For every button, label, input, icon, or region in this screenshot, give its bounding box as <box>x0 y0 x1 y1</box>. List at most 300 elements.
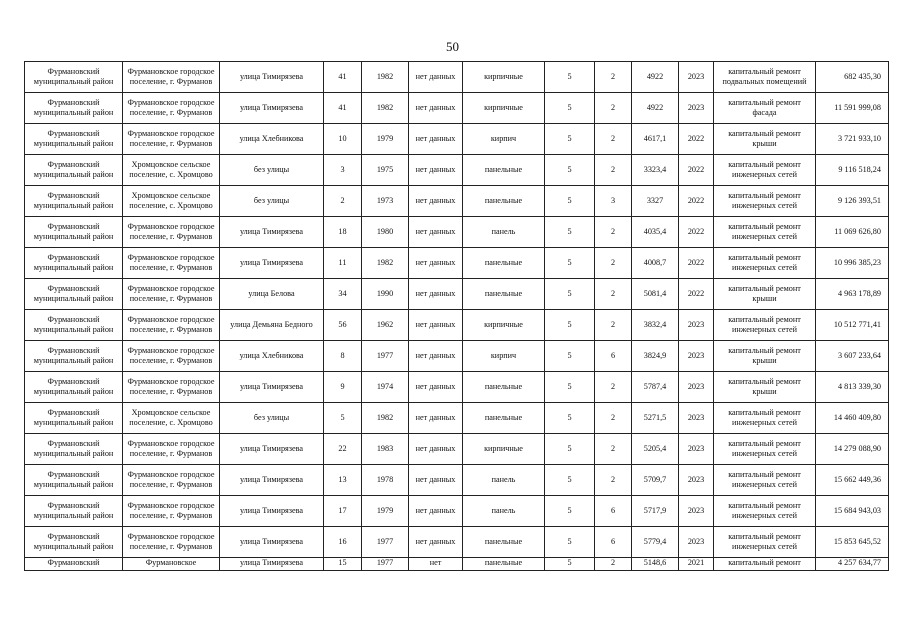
cell-work-type-text: капитальный ремонт инженерных сетей <box>728 160 801 179</box>
cell-cost-text: 15 662 449,36 <box>833 475 881 485</box>
cell-build-year-text: 1978 <box>376 475 394 485</box>
cell-settlement-text: Фурмановское городское поселение, г. Фурманов <box>127 67 215 86</box>
cell-series-text: нет данных <box>415 103 456 113</box>
cell-build-year-text: 1990 <box>376 289 394 299</box>
cell-entrances-text: 6 <box>610 506 616 516</box>
cell-build-year <box>362 527 409 558</box>
cell-settlement <box>123 527 220 558</box>
cell-district-text: Фурмановский муниципальный район <box>33 377 114 396</box>
cell-settlement-text: Фурмановское городское поселение, г. Фурманов <box>127 470 215 489</box>
cell-settlement-text: Фурмановское городское поселение, г. Фурманов <box>127 284 215 303</box>
cell-cost-text: 9 116 518,24 <box>838 165 881 175</box>
cell-wall-material-text: панельные <box>484 196 523 206</box>
cell-build-year <box>362 496 409 527</box>
cell-settlement <box>123 279 220 310</box>
cell-settlement <box>123 124 220 155</box>
cell-area <box>632 465 679 496</box>
cell-floors <box>545 496 595 527</box>
cell-wall-material <box>463 465 545 496</box>
cell-area <box>632 496 679 527</box>
cell-floors-text: 5 <box>567 103 572 113</box>
cell-house-number <box>324 434 362 465</box>
cell-street <box>220 341 324 372</box>
cell-street <box>220 403 324 434</box>
cell-entrances <box>595 186 632 217</box>
cell-settlement-text: Фурмановское городское поселение, г. Фурманов <box>127 532 215 551</box>
cell-work-type-text: капитальный ремонт инженерных сетей <box>728 253 801 272</box>
cell-work-type-text: капитальный ремонт инженерных сетей <box>728 222 801 241</box>
cell-settlement <box>123 465 220 496</box>
cell-series <box>409 434 463 465</box>
cell-cost <box>816 248 889 279</box>
cell-area <box>632 527 679 558</box>
cell-area-text: 5717,9 <box>643 506 667 516</box>
cell-work-type <box>714 403 816 434</box>
table-row <box>25 62 889 93</box>
cell-floors-text: 5 <box>567 444 572 454</box>
cell-entrances <box>595 217 632 248</box>
cell-street-text: улица Хлебникова <box>239 134 304 144</box>
cell-cost-text: 15 684 943,03 <box>833 506 881 516</box>
cell-area-text: 3323,4 <box>643 165 667 175</box>
cell-settlement-text: Фурмановское <box>145 558 197 567</box>
cell-build-year <box>362 93 409 124</box>
cell-district <box>25 155 123 186</box>
cell-street <box>220 465 324 496</box>
cell-street <box>220 434 324 465</box>
cell-floors <box>545 124 595 155</box>
cell-plan-year-text: 2022 <box>687 258 705 268</box>
cell-floors <box>545 465 595 496</box>
cell-area-text: 5205,4 <box>643 444 667 454</box>
cell-settlement <box>123 217 220 248</box>
table-row <box>25 279 889 310</box>
cell-work-type <box>714 434 816 465</box>
cell-work-type-text: капитальный ремонт инженерных сетей <box>728 408 801 427</box>
cell-series-text: нет данных <box>415 475 456 485</box>
cell-build-year-text: 1979 <box>376 506 394 516</box>
cell-entrances-text: 2 <box>610 413 616 423</box>
cell-wall-material-text: панельные <box>484 537 523 547</box>
cell-floors <box>545 558 595 571</box>
cell-cost-text: 11 069 626,80 <box>834 227 881 237</box>
cell-work-type <box>714 93 816 124</box>
cell-area-text: 5081,4 <box>643 289 667 299</box>
cell-wall-material-text: панельные <box>484 165 523 175</box>
cell-plan-year <box>679 341 714 372</box>
cell-cost-text: 9 126 393,51 <box>838 196 881 206</box>
cell-house-number-text: 8 <box>340 351 345 361</box>
cell-work-type <box>714 465 816 496</box>
cell-cost <box>816 279 889 310</box>
cell-wall-material-text: кирпичные <box>484 72 523 82</box>
cell-house-number <box>324 527 362 558</box>
cell-area-text: 5787,4 <box>643 382 667 392</box>
cell-cost <box>816 558 889 571</box>
cell-floors <box>545 372 595 403</box>
cell-build-year <box>362 279 409 310</box>
cell-plan-year <box>679 248 714 279</box>
cell-series-text: нет <box>429 558 442 567</box>
cell-plan-year <box>679 217 714 248</box>
cell-wall-material-text: панель <box>491 475 516 485</box>
cell-series-text: нет данных <box>415 165 456 175</box>
cell-settlement <box>123 403 220 434</box>
cell-work-type-text: капитальный ремонт крыши <box>728 129 801 148</box>
cell-street-text: улица Тимирязева <box>239 537 304 547</box>
cell-settlement <box>123 558 220 571</box>
cell-plan-year <box>679 496 714 527</box>
cell-wall-material <box>463 527 545 558</box>
cell-settlement <box>123 341 220 372</box>
cell-area-text: 4922 <box>646 72 664 82</box>
cell-district-text: Фурмановский муниципальный район <box>33 160 114 179</box>
cell-area-text: 4617,1 <box>643 134 667 144</box>
cell-floors <box>545 434 595 465</box>
cell-wall-material <box>463 403 545 434</box>
cell-plan-year <box>679 527 714 558</box>
table-row <box>25 465 889 496</box>
table-row <box>25 217 889 248</box>
cell-build-year <box>362 155 409 186</box>
cell-floors-text: 5 <box>567 320 572 330</box>
cell-house-number-text: 22 <box>338 444 347 454</box>
cell-series <box>409 465 463 496</box>
cell-floors <box>545 403 595 434</box>
cell-house-number-text: 10 <box>338 134 347 144</box>
cell-series <box>409 155 463 186</box>
cell-district-text: Фурмановский муниципальный район <box>33 532 114 551</box>
cell-district <box>25 248 123 279</box>
cell-work-type <box>714 527 816 558</box>
cell-floors <box>545 217 595 248</box>
cell-wall-material-text: панель <box>491 506 516 516</box>
cell-street-text: улица Тимирязева <box>239 72 304 82</box>
cell-work-type <box>714 217 816 248</box>
cell-house-number-text: 11 <box>338 258 347 268</box>
cell-series-text: нет данных <box>415 413 456 423</box>
cell-house-number-text: 9 <box>340 382 345 392</box>
cell-area-text: 5148,6 <box>643 558 667 567</box>
cell-street <box>220 186 324 217</box>
cell-house-number-text: 15 <box>338 558 347 567</box>
cell-floors <box>545 279 595 310</box>
cell-work-type-text: капитальный ремонт инженерных сетей <box>728 439 801 458</box>
cell-entrances <box>595 279 632 310</box>
cell-street-text: без улицы <box>253 413 290 423</box>
cell-cost <box>816 465 889 496</box>
cell-cost-text: 3 721 933,10 <box>838 134 881 144</box>
cell-work-type-text: капитальный ремонт крыши <box>728 284 801 303</box>
cell-build-year <box>362 341 409 372</box>
cell-series-text: нет данных <box>415 382 456 392</box>
cell-work-type-text: капитальный ремонт инженерных сетей <box>728 532 801 551</box>
cell-entrances-text: 2 <box>610 103 616 113</box>
cell-build-year-text: 1982 <box>376 258 394 268</box>
cell-work-type <box>714 248 816 279</box>
table-row <box>25 341 889 372</box>
cell-settlement-text: Хромцовское сельское поселение, с. Хромцово <box>129 191 213 210</box>
cell-area <box>632 341 679 372</box>
cell-build-year-text: 1983 <box>376 444 394 454</box>
cell-series-text: нет данных <box>415 444 456 454</box>
cell-plan-year <box>679 155 714 186</box>
cell-build-year-text: 1977 <box>376 537 394 547</box>
cell-plan-year-text: 2023 <box>687 103 705 113</box>
table-row <box>25 155 889 186</box>
cell-entrances <box>595 124 632 155</box>
cell-district-text: Фурмановский муниципальный район <box>33 129 114 148</box>
cell-cost-text: 3 607 233,64 <box>838 351 881 361</box>
cell-entrances <box>595 558 632 571</box>
table-row <box>25 310 889 341</box>
cell-area <box>632 93 679 124</box>
cell-floors <box>545 341 595 372</box>
cell-series-text: нет данных <box>415 351 456 361</box>
cell-series-text: нет данных <box>415 320 456 330</box>
cell-district-text: Фурмановский муниципальный район <box>33 98 114 117</box>
cell-settlement <box>123 62 220 93</box>
cell-district-text: Фурмановский муниципальный район <box>33 346 114 365</box>
cell-entrances-text: 2 <box>610 165 616 175</box>
cell-wall-material <box>463 93 545 124</box>
cell-district <box>25 279 123 310</box>
table-row <box>25 496 889 527</box>
cell-wall-material <box>463 434 545 465</box>
cell-entrances-text: 6 <box>610 351 616 361</box>
cell-wall-material <box>463 310 545 341</box>
cell-house-number-text: 41 <box>338 72 347 82</box>
cell-plan-year-text: 2022 <box>687 134 705 144</box>
cell-entrances <box>595 310 632 341</box>
cell-plan-year <box>679 62 714 93</box>
cell-floors <box>545 155 595 186</box>
cell-wall-material-text: кирпичные <box>484 444 523 454</box>
cell-street-text: улица Тимирязева <box>239 227 304 237</box>
cell-work-type-text: капитальный ремонт инженерных сетей <box>728 315 801 334</box>
cell-house-number <box>324 279 362 310</box>
cell-series-text: нет данных <box>415 196 456 206</box>
cell-series <box>409 372 463 403</box>
cell-work-type-text: капитальный ремонт крыши <box>728 377 801 396</box>
cell-street-text: улица Тимирязева <box>239 103 304 113</box>
cell-settlement-text: Хромцовское сельское поселение, с. Хромцово <box>129 160 213 179</box>
cell-entrances <box>595 496 632 527</box>
cell-wall-material <box>463 155 545 186</box>
cell-floors-text: 5 <box>567 413 572 423</box>
cell-area <box>632 372 679 403</box>
cell-street <box>220 527 324 558</box>
cell-street <box>220 93 324 124</box>
cell-wall-material <box>463 341 545 372</box>
cell-settlement <box>123 248 220 279</box>
cell-street <box>220 155 324 186</box>
cell-floors <box>545 310 595 341</box>
cell-settlement <box>123 186 220 217</box>
cell-cost <box>816 93 889 124</box>
cell-house-number <box>324 465 362 496</box>
cell-area-text: 3824,9 <box>643 351 667 361</box>
cell-cost-text: 14 279 088,90 <box>833 444 881 454</box>
cell-settlement <box>123 434 220 465</box>
cell-series <box>409 527 463 558</box>
cell-district-text: Фурмановский муниципальный район <box>33 253 114 272</box>
cell-wall-material-text: панель <box>491 227 516 237</box>
table-row <box>25 527 889 558</box>
cell-series <box>409 496 463 527</box>
cell-entrances-text: 2 <box>610 134 616 144</box>
cell-settlement-text: Хромцовское сельское поселение, с. Хромцово <box>129 408 213 427</box>
cell-plan-year-text: 2023 <box>687 382 705 392</box>
cell-floors-text: 5 <box>567 227 572 237</box>
cell-work-type-text: капитальный ремонт фасада <box>728 98 801 117</box>
cell-entrances <box>595 155 632 186</box>
cell-cost <box>816 527 889 558</box>
cell-plan-year-text: 2023 <box>687 413 705 423</box>
cell-street <box>220 279 324 310</box>
cell-plan-year-text: 2022 <box>687 165 705 175</box>
cell-wall-material-text: панельные <box>484 413 523 423</box>
cell-district <box>25 186 123 217</box>
cell-entrances-text: 2 <box>610 444 616 454</box>
cell-plan-year <box>679 279 714 310</box>
cell-house-number <box>324 372 362 403</box>
cell-house-number <box>324 310 362 341</box>
cell-plan-year <box>679 465 714 496</box>
cell-street-text: улица Тимирязева <box>239 258 304 268</box>
cell-house-number-text: 34 <box>338 289 347 299</box>
cell-work-type-text: капитальный ремонт подвальных помещений <box>722 67 807 86</box>
cell-cost <box>816 155 889 186</box>
cell-area-text: 4008,7 <box>643 258 667 268</box>
cell-work-type-text: капитальный ремонт инженерных сетей <box>728 470 801 489</box>
cell-street-text: улица Демьяна Бедного <box>230 320 313 330</box>
cell-district <box>25 527 123 558</box>
cell-entrances <box>595 372 632 403</box>
cell-settlement-text: Фурмановское городское поселение, г. Фурманов <box>127 222 215 241</box>
cell-district-text: Фурмановский муниципальный район <box>33 67 114 86</box>
cell-series-text: нет данных <box>415 289 456 299</box>
cell-wall-material-text: кирпич <box>490 134 517 144</box>
cell-area-text: 3832,4 <box>643 320 667 330</box>
cell-build-year <box>362 186 409 217</box>
cell-district-text: Фурмановский муниципальный район <box>33 439 114 458</box>
cell-district <box>25 124 123 155</box>
cell-entrances <box>595 248 632 279</box>
cell-house-number-text: 18 <box>338 227 347 237</box>
cell-build-year-text: 1979 <box>376 134 394 144</box>
cell-street-text: улица Белова <box>248 289 295 299</box>
cell-house-number <box>324 496 362 527</box>
cell-district-text: Фурмановский муниципальный район <box>33 191 114 210</box>
table-row <box>25 248 889 279</box>
cell-settlement-text: Фурмановское городское поселение, г. Фурманов <box>127 315 215 334</box>
cell-plan-year-text: 2022 <box>687 289 705 299</box>
cell-wall-material <box>463 558 545 571</box>
cell-street <box>220 248 324 279</box>
table-body <box>25 62 889 571</box>
cell-settlement <box>123 93 220 124</box>
cell-street <box>220 496 324 527</box>
cell-district-text: Фурмановский муниципальный район <box>33 501 114 520</box>
cell-cost <box>816 62 889 93</box>
cell-work-type <box>714 155 816 186</box>
cell-series-text: нет данных <box>415 72 456 82</box>
cell-build-year-text: 1977 <box>376 351 394 361</box>
cell-work-type <box>714 62 816 93</box>
cell-house-number-text: 5 <box>340 413 345 423</box>
cell-area-text: 5709,7 <box>643 475 667 485</box>
cell-floors <box>545 62 595 93</box>
cell-build-year-text: 1980 <box>376 227 394 237</box>
cell-entrances <box>595 341 632 372</box>
cell-wall-material-text: кирпичные <box>484 103 523 113</box>
cell-plan-year <box>679 372 714 403</box>
cell-district <box>25 62 123 93</box>
cell-work-type-text: капитальный ремонт инженерных сетей <box>728 191 801 210</box>
table-row <box>25 124 889 155</box>
cell-series <box>409 62 463 93</box>
cell-area <box>632 186 679 217</box>
cell-settlement <box>123 155 220 186</box>
cell-plan-year-text: 2023 <box>687 475 705 485</box>
cell-street <box>220 372 324 403</box>
cell-cost-text: 4 257 634,77 <box>838 558 881 567</box>
cell-house-number <box>324 155 362 186</box>
table-row <box>25 434 889 465</box>
cell-cost <box>816 310 889 341</box>
cell-house-number-text: 3 <box>340 165 345 175</box>
cell-cost <box>816 341 889 372</box>
cell-street-text: улица Хлебникова <box>239 351 304 361</box>
cell-house-number <box>324 186 362 217</box>
cell-district-text: Фурмановский <box>47 558 100 567</box>
cell-street <box>220 124 324 155</box>
cell-cost-text: 682 435,30 <box>844 72 881 82</box>
cell-series <box>409 248 463 279</box>
cell-series <box>409 93 463 124</box>
cell-floors <box>545 93 595 124</box>
cell-build-year <box>362 558 409 571</box>
cell-area <box>632 217 679 248</box>
cell-settlement-text: Фурмановское городское поселение, г. Фурманов <box>127 346 215 365</box>
cell-plan-year-text: 2021 <box>687 558 705 567</box>
cell-series-text: нет данных <box>415 537 456 547</box>
cell-wall-material-text: панельные <box>484 289 523 299</box>
cell-area <box>632 124 679 155</box>
cell-house-number-text: 56 <box>338 320 347 330</box>
cell-area-text: 4922 <box>646 103 664 113</box>
cell-plan-year <box>679 434 714 465</box>
cell-build-year <box>362 465 409 496</box>
cell-street <box>220 310 324 341</box>
cell-settlement-text: Фурмановское городское поселение, г. Фурманов <box>127 501 215 520</box>
cell-entrances <box>595 434 632 465</box>
cell-floors-text: 5 <box>567 258 572 268</box>
cell-house-number <box>324 217 362 248</box>
cell-build-year <box>362 62 409 93</box>
cell-street <box>220 62 324 93</box>
cell-street <box>220 217 324 248</box>
cell-district <box>25 403 123 434</box>
cell-house-number <box>324 248 362 279</box>
cell-build-year <box>362 248 409 279</box>
cell-work-type-text: капитальный ремонт инженерных сетей <box>728 501 801 520</box>
cell-area-text: 5779,4 <box>643 537 667 547</box>
cell-street-text: без улицы <box>253 196 290 206</box>
cell-floors-text: 5 <box>567 558 572 567</box>
cell-floors <box>545 527 595 558</box>
